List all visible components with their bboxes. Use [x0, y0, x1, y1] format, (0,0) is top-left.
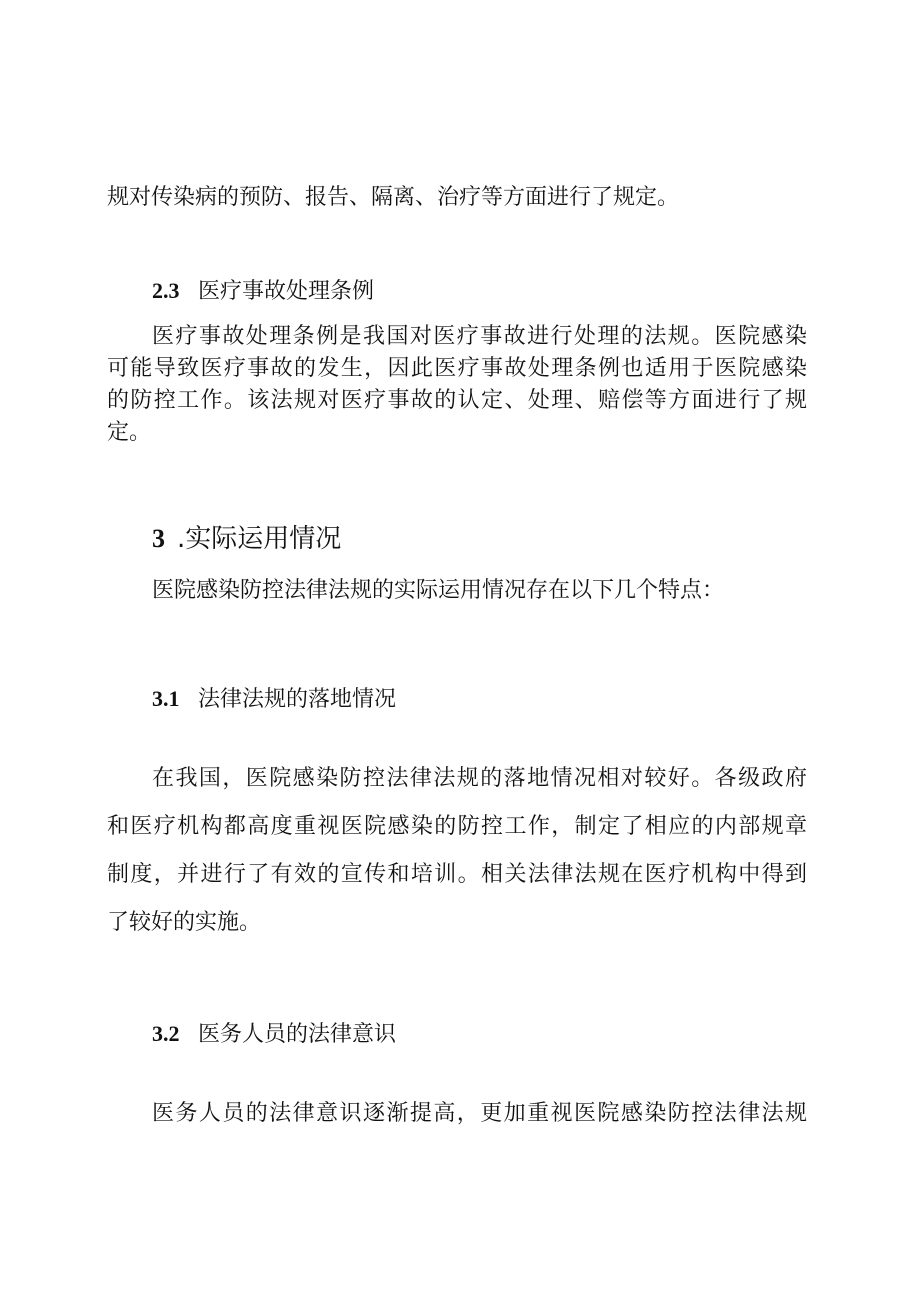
section-2-3-number: 2.3: [152, 278, 180, 303]
section-3-2-title: 医务人员的法律意识: [198, 1022, 397, 1047]
section-3-2-paragraph-line-1: 医务人员的法律意识逐渐提高，更加重视医院感染防控法律法规: [152, 1101, 807, 1126]
section-3-1-paragraph-line-1: 在我国，医院感染防控法律法规的落地情况相对较好。各级政府: [152, 766, 807, 791]
section-3-number: 3: [152, 524, 165, 553]
section-3-title: .实际运用情况: [177, 524, 342, 554]
section-3-1-paragraph-line-4: 了较好的实施。: [107, 910, 262, 935]
section-3-1-title: 法律法规的落地情况: [198, 687, 397, 712]
section-2-3-title: 医疗事故处理条例: [198, 279, 375, 304]
section-3-intro: 医院感染防控法律法规的实际运用情况存在以下几个特点：: [152, 578, 725, 603]
section-2-3-paragraph-line-4: 定。: [107, 420, 152, 445]
section-2-3-heading: [152, 276, 374, 307]
top-fragment-line: 规对传染病的预防、报告、隔离、治疗等方面进行了规定。: [107, 185, 680, 210]
section-3-1-number: 3.1: [152, 686, 180, 711]
section-3-2-number: 3.2: [152, 1021, 180, 1046]
section-3-1-paragraph-line-2: 和医疗机构都高度重视医院感染的防控工作，制定了相应的内部规章: [107, 814, 807, 839]
section-2-3-paragraph-line-1: 医疗事故处理条例是我国对医疗事故进行处理的法规。医院感染: [152, 324, 807, 349]
section-3-2-heading: [152, 1019, 396, 1050]
section-3-heading: [152, 522, 341, 556]
section-3-1-heading: [152, 684, 396, 715]
section-2-3-paragraph-line-3: 的防控工作。该法规对医疗事故的认定、处理、赔偿等方面进行了规: [107, 388, 807, 413]
section-3-1-paragraph-line-3: 制度，并进行了有效的宣传和培训。相关法律法规在医疗机构中得到: [107, 862, 807, 887]
section-2-3-paragraph-line-2: 可能导致医疗事故的发生，因此医疗事故处理条例也适用于医院感染: [107, 356, 807, 381]
